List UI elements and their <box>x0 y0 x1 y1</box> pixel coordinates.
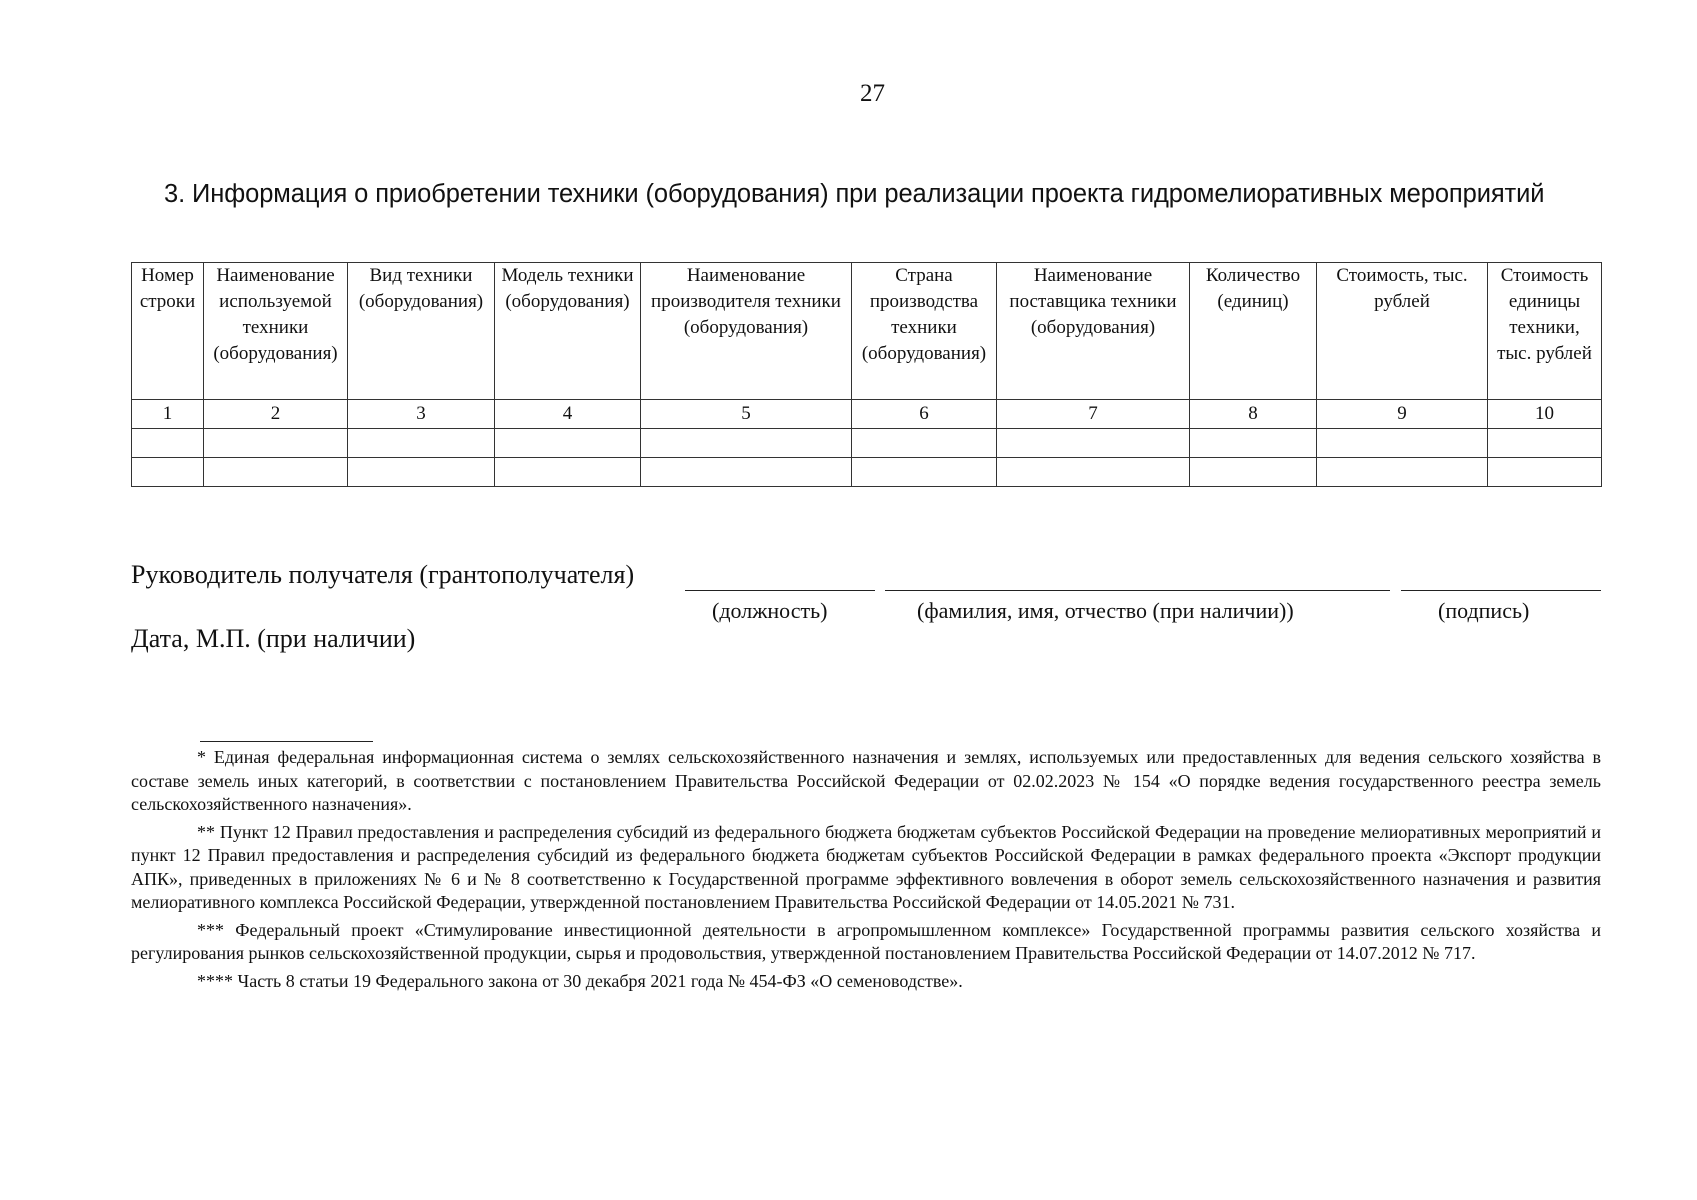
table-row <box>132 458 1602 487</box>
table-cell[interactable] <box>204 458 348 487</box>
position-line[interactable] <box>685 590 875 591</box>
footnote-divider <box>200 741 373 742</box>
table-cell[interactable] <box>495 458 641 487</box>
table-cell[interactable] <box>1488 458 1602 487</box>
date-label: Дата, М.П. (при наличии) <box>131 624 416 653</box>
name-caption: (фамилия, имя, отчество (при наличии)) <box>917 598 1294 623</box>
table-cell[interactable] <box>348 429 495 458</box>
column-number: 4 <box>495 400 641 429</box>
column-number: 8 <box>1190 400 1317 429</box>
signature-label: Руководитель получателя (грантополучателя) <box>131 560 635 589</box>
footnote-2: ** Пункт 12 Правил предоставления и распределения субсидий из федерального бюджета бюджетам субъектов Российской Федерации на проведение мелиоративных мероприятий и пункт 12 Правил предоставления и распределения субсидий из федерального бюджета бюджетам субъектов Российской Федерации в рамках федерального проекта «Экспорт продукции АПК», приведенных в приложениях № 6 и № 8 соответственно к Государственной программе эффективного вовлечения в оборот земель сельскохозяйственного назначения и развития мелиоративного комплекса Российской Федерации, утвержденной постановлением Правительства Российской Федерации от 14.05.2021 № 731. <box>131 821 1601 912</box>
table-cell[interactable] <box>1190 458 1317 487</box>
header-supplier: Наименование поставщика техники (оборудования) <box>997 263 1190 400</box>
header-cost: Стоимость, тыс. рублей <box>1317 263 1488 400</box>
table-cell[interactable] <box>852 458 997 487</box>
header-equipment-name: Наименование используемой техники (оборудования) <box>204 263 348 400</box>
table-cell[interactable] <box>132 458 204 487</box>
table-cell[interactable] <box>1190 429 1317 458</box>
table-cell[interactable] <box>1488 429 1602 458</box>
column-number: 7 <box>997 400 1190 429</box>
table-header-row <box>132 263 1602 400</box>
footnote-4: **** Часть 8 статьи 19 Федерального закона от 30 декабря 2021 года № 454-ФЗ «О семеноводстве». <box>197 970 963 991</box>
header-manufacturer: Наименование производителя техники (оборудования) <box>641 263 852 400</box>
position-caption: (должность) <box>712 598 828 623</box>
section-title: 3. Информация о приобретении техники (оборудования) при реализации проекта гидромелиоративных мероприятий <box>164 180 1545 208</box>
table-cell[interactable] <box>204 429 348 458</box>
table-cell[interactable] <box>641 429 852 458</box>
footnotes <box>131 746 1601 997</box>
table-cell[interactable] <box>348 458 495 487</box>
table-cell[interactable] <box>1317 429 1488 458</box>
column-number: 6 <box>852 400 997 429</box>
signature-caption: (подпись) <box>1438 598 1530 623</box>
equipment-table <box>131 262 1602 487</box>
column-number: 10 <box>1488 400 1602 429</box>
header-quantity: Количество (единиц) <box>1190 263 1317 400</box>
table-row <box>132 429 1602 458</box>
header-equipment-type: Вид техники (оборудования) <box>348 263 495 400</box>
table-cell[interactable] <box>997 429 1190 458</box>
signature-line[interactable] <box>1401 590 1601 591</box>
table-cell[interactable] <box>495 429 641 458</box>
header-equipment-model: Модель техники (оборудования) <box>495 263 641 400</box>
table-cell[interactable] <box>132 429 204 458</box>
column-number: 2 <box>204 400 348 429</box>
table-cell[interactable] <box>852 429 997 458</box>
page-number: 27 <box>860 80 885 107</box>
column-number-row <box>132 400 1602 429</box>
signature-block <box>131 560 1601 670</box>
table-cell[interactable] <box>641 458 852 487</box>
table-cell[interactable] <box>1317 458 1488 487</box>
column-number: 9 <box>1317 400 1488 429</box>
header-unit-cost: Стоимость единицы техники, тыс. рублей <box>1488 263 1602 400</box>
header-row-number: Номер строки <box>132 263 204 400</box>
footnote-1: * Единая федеральная информационная система о землях сельскохозяйственного назначения и землях, используемых или предоставленных для ведения сельского хозяйства в составе земель иных категорий, в соответствии с постановлением Правительства Российской Федерации от 02.02.2023 № 154 «О порядке ведения государственного реестра земель сельскохозяйственного назначения». <box>131 747 1601 814</box>
column-number: 5 <box>641 400 852 429</box>
table-cell[interactable] <box>997 458 1190 487</box>
footnote-3: *** Федеральный проект «Стимулирование инвестиционной деятельности в агропромышленном комплексе» Государственной программы развития сельского хозяйства и регулирования рынков сельскохозяйственной продукции, сырья и продовольствия, утвержденной постановлением Правительства Российской Федерации от 14.07.2012 № 717. <box>131 919 1601 963</box>
column-number: 3 <box>348 400 495 429</box>
column-number: 1 <box>132 400 204 429</box>
name-line[interactable] <box>885 590 1390 591</box>
header-country: Страна производства техники (оборудования) <box>852 263 997 400</box>
